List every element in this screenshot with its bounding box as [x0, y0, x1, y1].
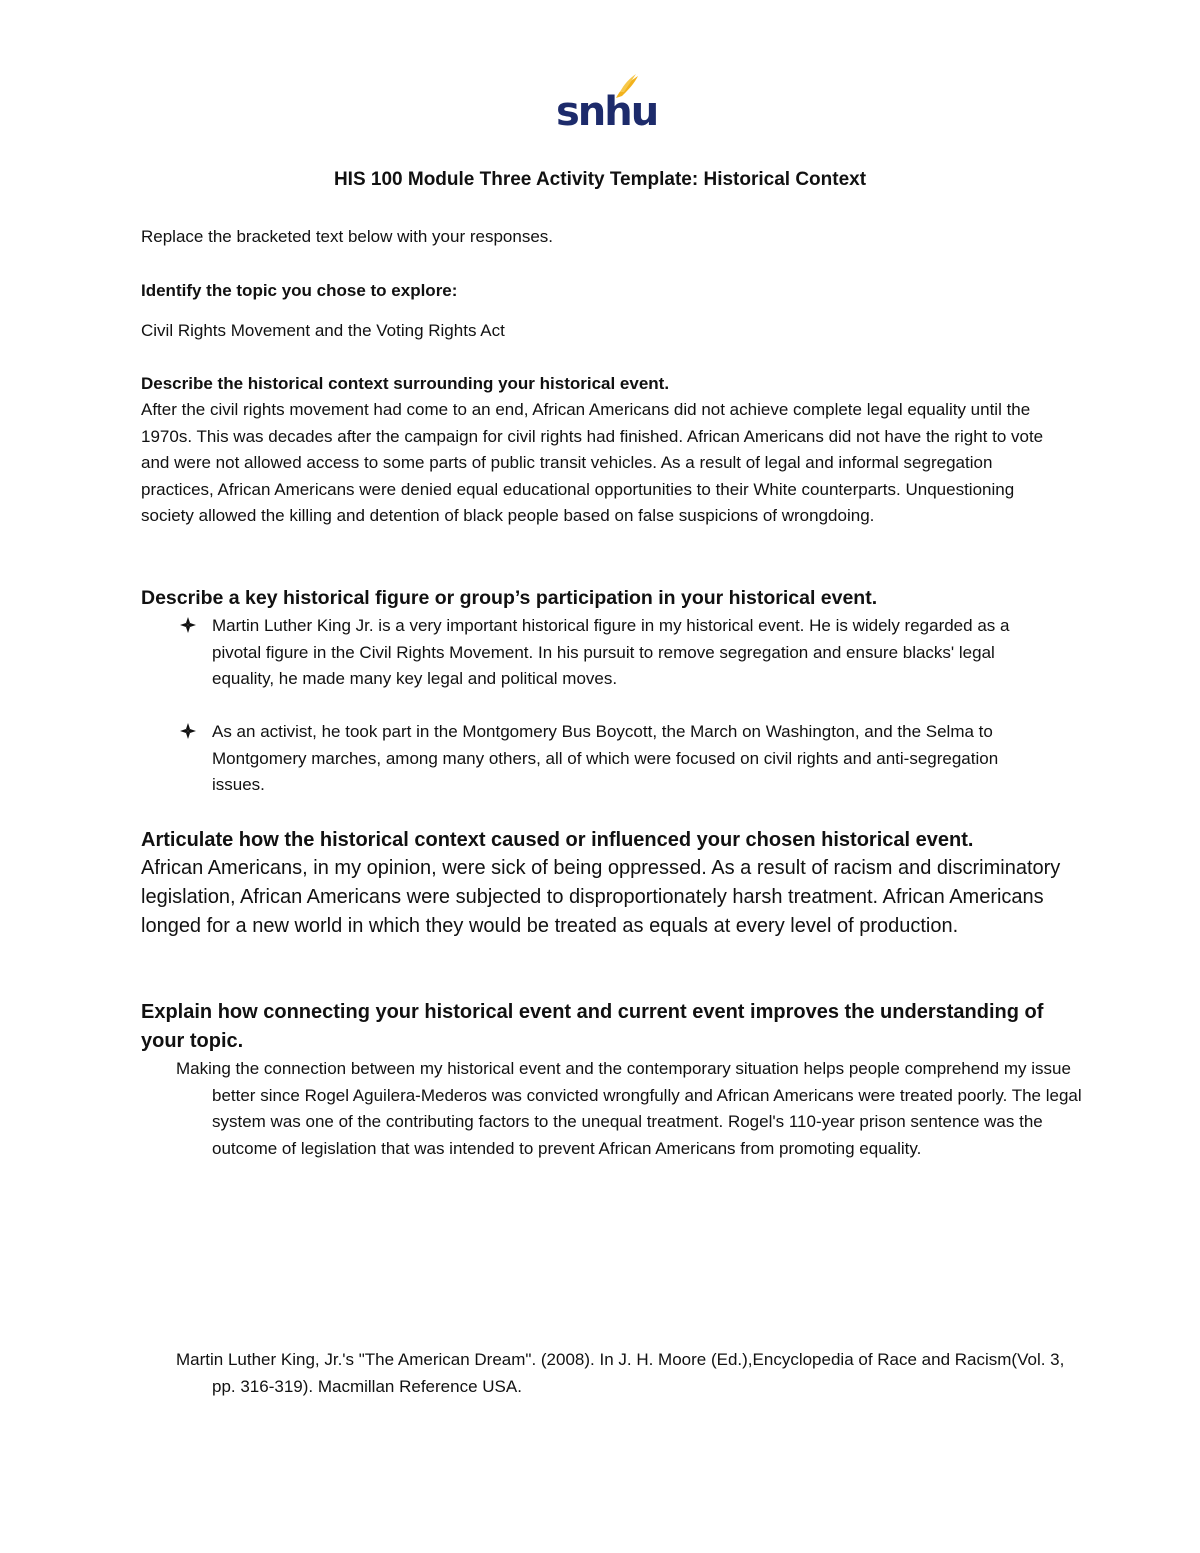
list-item [178, 719, 1048, 799]
document-title: HIS 100 Module Three Activity Template: Historical Context [333, 169, 867, 190]
diamond-bullet-icon [178, 613, 198, 637]
context-prompt: Describe the historical context surrounding your historical event. [141, 374, 670, 393]
topic-answer: Civil Rights Movement and the Voting Rights Act [141, 321, 505, 340]
diamond-bullet-icon [178, 719, 198, 743]
instructions-text: Replace the bracketed text below with your responses. [141, 227, 554, 246]
list-item [178, 613, 1048, 693]
topic-prompt: Identify the topic you chose to explore: [141, 281, 458, 300]
context-answer: After the civil rights movement had come to an end, African Americans did not achieve complete legal equality until the 1970s. This was decades after the campaign for civil rights had finished. African Americans did not have the right to vote and were not allowed access to some parts of public transit vehicles. As a result of legal and informal segregation practices, African Americans were denied equal educational opportunities to their White counterparts. Unquestioning society allowed the killing and detention of black people based on false suspicions of wrongdoing. [141, 400, 1044, 526]
figure-prompt: Describe a key historical figure or group’s participation in your historical event. [141, 587, 878, 609]
bullet-text: Martin Luther King Jr. is a very important historical figure in my historical event. He is widely regarded as a pivotal figure in the Civil Rights Movement. In his pursuit to remove segregation and ensure blacks' legal equality, he made many key legal and political moves. [212, 616, 1010, 689]
logo-wordmark: snhu [556, 89, 658, 135]
bullet-text: As an activist, he took part in the Montgomery Bus Boycott, the March on Washington, and the Selma to Montgomery marches, among many others, all of which were focused on civil rights and anti-segregation issues. [212, 722, 999, 795]
snhu-logo [556, 72, 658, 135]
influence-prompt: Articulate how the historical context caused or influenced your chosen historical event. [141, 829, 974, 851]
connection-prompt: Explain how connecting your historical event and current event improves the understanding of your topic. [141, 1001, 1044, 1052]
connection-answer: Making the connection between my historical event and the contemporary situation helps people comprehend my issue better since Rogel Aguilera-Mederos was convicted wrongfully and African Americans were treated poorly. The legal system was one of the contributing factors to the unequal treatment. Rogel's 110-year prison sentence was the outcome of legislation that was intended to prevent African Americans from promoting equality. [176, 1059, 1082, 1158]
influence-answer: African Americans, in my opinion, were sick of being oppressed. As a result of racism and discriminatory legislation, African Americans were subjected to disproportionately harsh treatment. African Americans longed for a new world in which they would be treated as equals at every level of production. [141, 857, 1061, 937]
reference-citation: Martin Luther King, Jr.'s "The American Dream". (2008). In J. H. Moore (Ed.),Encyclopedia of Race and Racism(Vol. 3, pp. 316-319). Macmillan Reference USA. [176, 1350, 1065, 1396]
